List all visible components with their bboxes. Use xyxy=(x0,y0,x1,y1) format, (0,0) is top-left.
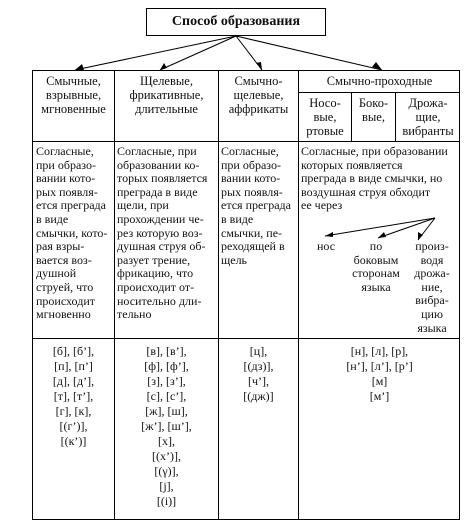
sounds-sonorants: [н], [л], [р], [н’], [л’], [р’] [м] [м’] xyxy=(346,344,413,403)
subheader-nasal: Носо- вые, ртовые xyxy=(306,96,344,138)
column-header-sonorants: Смычно-проходные xyxy=(326,74,433,88)
page-title: Способ образования xyxy=(171,14,301,29)
title-box xyxy=(146,8,326,36)
subheader-lateral: Боко- вые, xyxy=(358,96,389,124)
column-header-fricatives: Щелевые, фрикативные, длительные xyxy=(129,74,204,116)
subheader-trill: Дрожа- щие, вибранты xyxy=(402,96,454,138)
column-header-stops: Смычные, взрывные, мгновенные xyxy=(41,74,106,116)
description-sonorants: Согласные, при образовании которых появляется преграда в виде смычки, но воздушная струя обходит ее через xyxy=(301,144,448,213)
column-divider xyxy=(218,70,219,520)
row-divider xyxy=(32,141,460,142)
description-stops: Согласные, при образо- вании кото- рых появля- ется преграда в виде смычки, кото- рая взры- вается воз- душной струей, что происходит мгновенно xyxy=(36,144,108,322)
column-header-affricates: Смычно- щелевые, аффрикаты xyxy=(228,74,289,116)
branch-trill: произ- водя дрожа- ние, вибра- цию языка xyxy=(414,239,450,335)
branch-lateral: по боковым сторонам языка xyxy=(352,239,400,294)
branch-nose: нос xyxy=(316,239,336,253)
sounds-fricatives: [в], [в’], [ф], [ф’], [з], [з’], [с], [с’], [ж], [ш], [ж’], [ш’], [х], [(х’)], [(γ)], [j], [(i)] xyxy=(141,344,192,508)
row-divider xyxy=(32,338,460,339)
sounds-stops: [б], [б’], [п], [п’] [д], [д’], [т], [т’], [г], [к], [(г’)], [(к’)] xyxy=(52,344,95,448)
subheader-divider xyxy=(298,92,460,93)
description-affricates: Согласные, при образо- вании кото- рых появля- ется преграда в виде смычки, пе- реходящей в щель xyxy=(221,144,291,267)
sounds-affricates: [ц], [(дз)], [ч’], [(дж)] xyxy=(243,344,274,403)
description-fricatives: Согласные, при образовании ко- торых появляется преграда в виде щели, при прохождении че- рез которую воз- душная струя об- разует трение, фрикацию, что происходит от- носительно дли- тельно xyxy=(117,144,208,322)
